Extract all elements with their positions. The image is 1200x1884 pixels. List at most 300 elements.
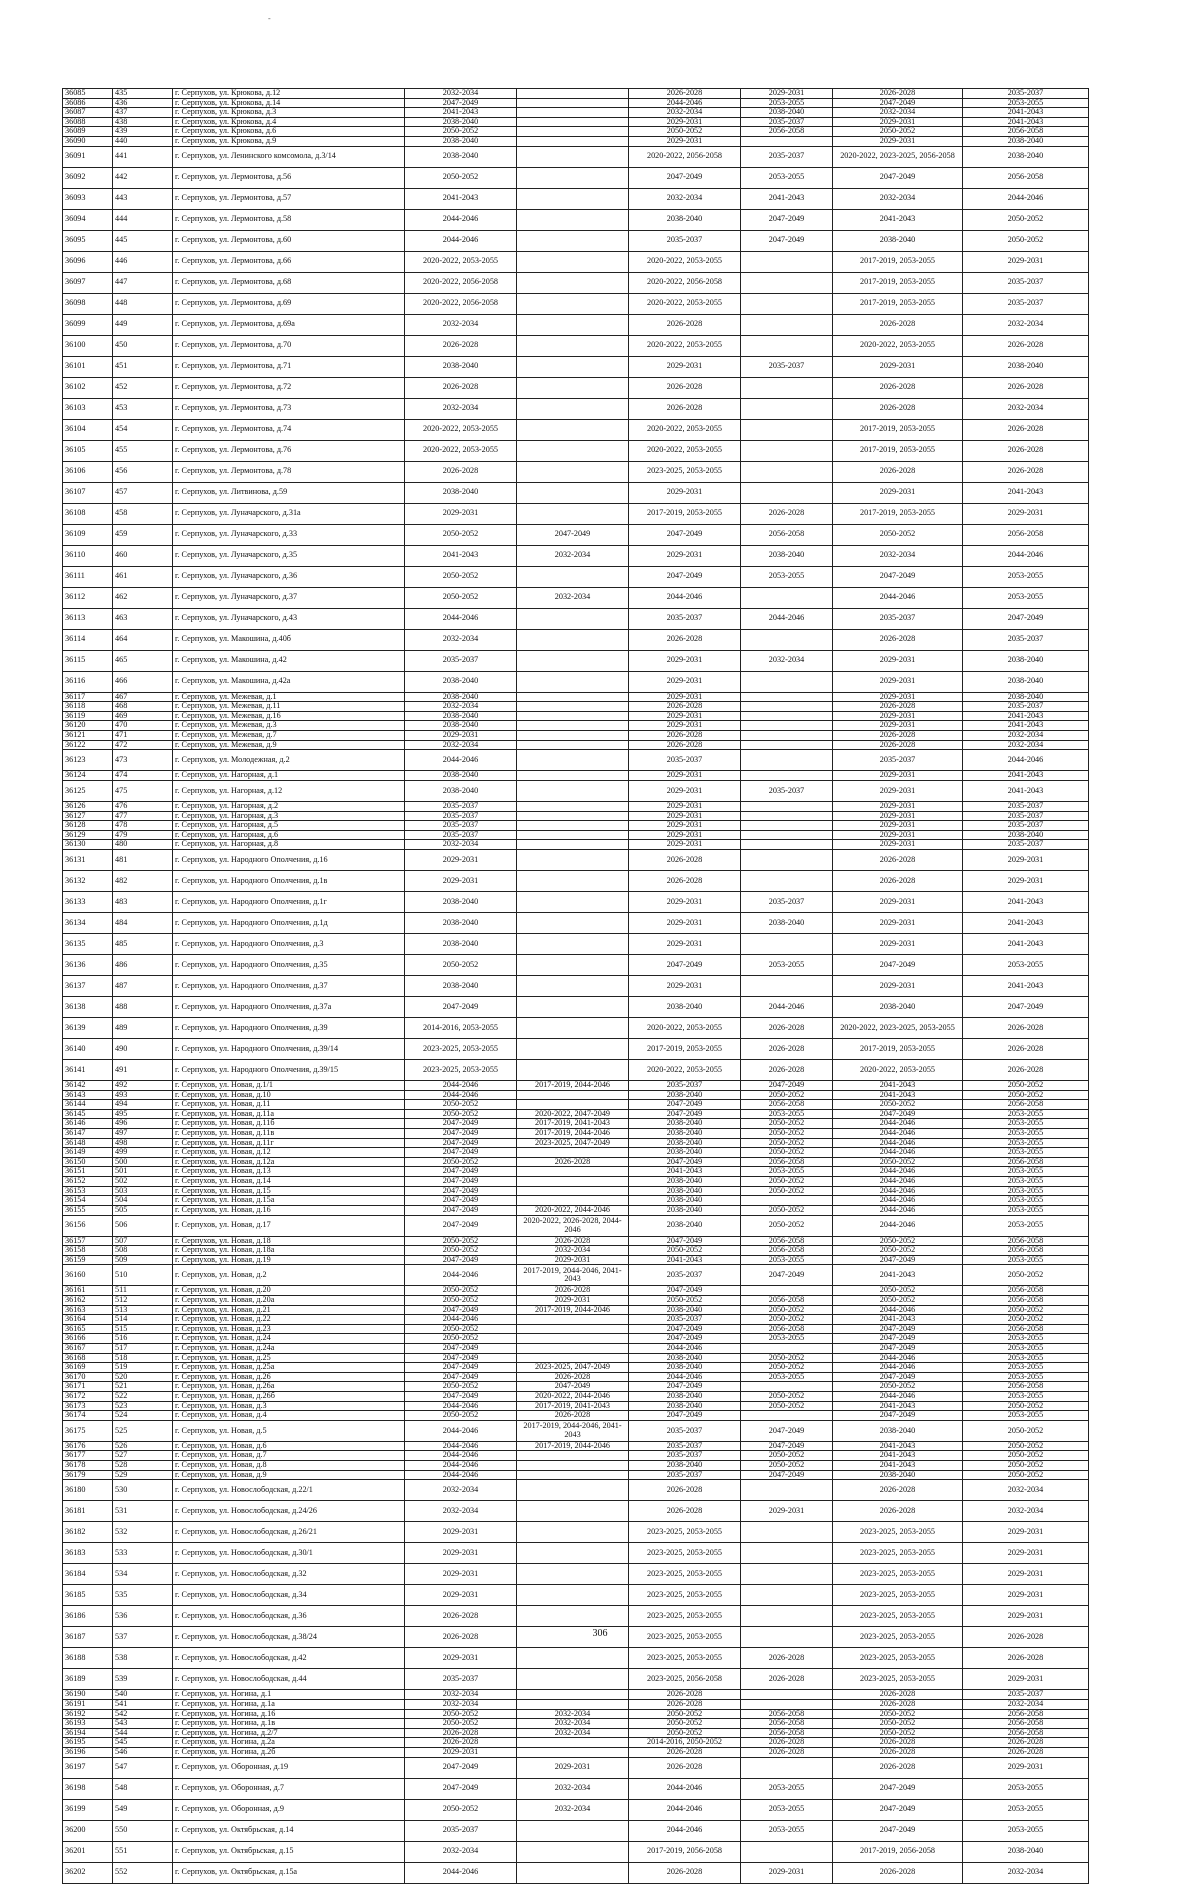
period-cell-6: 2050-2052 [963, 1441, 1089, 1451]
row-number-cell: 499 [113, 1148, 173, 1158]
row-number-cell: 536 [113, 1606, 173, 1627]
table-row [63, 1585, 1089, 1606]
address-cell: г. Серпухов, ул. Лермонтова, д.60 [173, 230, 405, 251]
period-cell-3: 2035-2037 [629, 1080, 741, 1090]
row-id-cell: 36135 [63, 933, 113, 954]
table-row [63, 1167, 1089, 1177]
row-number-cell: 467 [113, 692, 173, 702]
address-cell: г. Серпухов, ул. Лермонтова, д.78 [173, 461, 405, 482]
period-cell-3: 2038-2040 [629, 1148, 741, 1158]
period-cell-4 [741, 1585, 833, 1606]
period-cell-5: 2026-2028 [833, 1699, 963, 1709]
table-row [63, 1648, 1089, 1669]
period-cell-4: 2053-2055 [741, 1799, 833, 1820]
period-cell-4 [741, 1564, 833, 1585]
period-cell-6: 2041-2043 [963, 933, 1089, 954]
period-cell-3: 2029-2031 [629, 650, 741, 671]
period-cell-3: 2035-2037 [629, 1265, 741, 1286]
period-cell-2 [517, 1324, 629, 1334]
period-cell-5: 2050-2052 [833, 1157, 963, 1167]
period-cell-4: 2050-2052 [741, 1119, 833, 1129]
table-row [63, 335, 1089, 356]
row-id-cell: 36151 [63, 1167, 113, 1177]
period-cell-6: 2026-2028 [963, 1017, 1089, 1038]
period-cell-2: 2023-2025, 2047-2049 [517, 1363, 629, 1373]
period-cell-4: 2050-2052 [741, 1451, 833, 1461]
table-row [63, 251, 1089, 272]
period-cell-1: 2026-2028 [405, 377, 517, 398]
row-id-cell: 36186 [63, 1606, 113, 1627]
address-cell: г. Серпухов, ул. Новая, д.12а [173, 1157, 405, 1167]
table-row [63, 1757, 1089, 1778]
address-cell: г. Серпухов, ул. Новая, д.19 [173, 1255, 405, 1265]
period-cell-3: 2041-2043 [629, 1167, 741, 1177]
table-row [63, 566, 1089, 587]
table-row [63, 870, 1089, 891]
row-id-cell: 36146 [63, 1119, 113, 1129]
period-cell-2 [517, 272, 629, 293]
period-cell-2 [517, 137, 629, 147]
row-number-cell: 487 [113, 975, 173, 996]
period-cell-4: 2044-2046 [741, 608, 833, 629]
row-number-cell: 443 [113, 188, 173, 209]
table-row [63, 1090, 1089, 1100]
period-cell-3: 2026-2028 [629, 1480, 741, 1501]
row-number-cell: 507 [113, 1236, 173, 1246]
row-number-cell: 482 [113, 870, 173, 891]
address-cell: г. Серпухов, ул. Луначарского, д.33 [173, 524, 405, 545]
address-cell: г. Серпухов, ул. Новая, д.3 [173, 1401, 405, 1411]
period-cell-4 [741, 251, 833, 272]
table-row [63, 1699, 1089, 1709]
row-number-cell: 475 [113, 780, 173, 801]
period-cell-4 [741, 830, 833, 840]
period-cell-5: 2047-2049 [833, 1343, 963, 1353]
address-cell: г. Серпухов, ул. Оборонная, д.19 [173, 1757, 405, 1778]
row-id-cell: 36127 [63, 811, 113, 821]
period-cell-3: 2044-2046 [629, 1820, 741, 1841]
period-cell-3: 2023-2025, 2053-2055 [629, 1606, 741, 1627]
period-cell-6: 2032-2034 [963, 731, 1089, 741]
period-cell-1: 2038-2040 [405, 482, 517, 503]
period-cell-4: 2056-2058 [741, 127, 833, 137]
table-row [63, 545, 1089, 566]
address-cell: г. Серпухов, ул. Октябрьская, д.15а [173, 1862, 405, 1883]
row-number-cell: 445 [113, 230, 173, 251]
period-cell-5: 2032-2034 [833, 108, 963, 118]
table-row [63, 821, 1089, 831]
row-id-cell: 36164 [63, 1315, 113, 1325]
address-cell: г. Серпухов, ул. Ногина, д.1 [173, 1690, 405, 1700]
address-cell: г. Серпухов, ул. Новая, д.2 [173, 1265, 405, 1286]
table-row [63, 1820, 1089, 1841]
row-number-cell: 535 [113, 1585, 173, 1606]
period-cell-2 [517, 870, 629, 891]
period-cell-2 [517, 1501, 629, 1522]
period-cell-2 [517, 398, 629, 419]
row-id-cell: 36116 [63, 671, 113, 692]
row-id-cell: 36128 [63, 821, 113, 831]
period-cell-4 [741, 1343, 833, 1353]
row-number-cell: 451 [113, 356, 173, 377]
period-cell-4: 2050-2052 [741, 1401, 833, 1411]
period-cell-2 [517, 356, 629, 377]
period-cell-1: 2047-2049 [405, 1215, 517, 1236]
period-cell-4 [741, 1286, 833, 1296]
period-cell-4 [741, 1411, 833, 1421]
period-cell-5: 2032-2034 [833, 545, 963, 566]
period-cell-2 [517, 108, 629, 118]
table-row [63, 127, 1089, 137]
row-number-cell: 514 [113, 1315, 173, 1325]
period-cell-3: 2035-2037 [629, 1315, 741, 1325]
address-cell: г. Серпухов, ул. Новая, д.11 [173, 1100, 405, 1110]
table-row [63, 811, 1089, 821]
period-cell-3: 2038-2040 [629, 1401, 741, 1411]
period-cell-4 [741, 692, 833, 702]
row-id-cell: 36198 [63, 1778, 113, 1799]
period-cell-3: 2029-2031 [629, 482, 741, 503]
period-cell-4 [741, 335, 833, 356]
row-id-cell: 36115 [63, 650, 113, 671]
period-cell-2: 2032-2034 [517, 1778, 629, 1799]
period-cell-4 [741, 771, 833, 781]
address-cell: г. Серпухов, ул. Лермонтова, д.74 [173, 419, 405, 440]
period-cell-6: 2038-2040 [963, 1841, 1089, 1862]
period-cell-3: 2020-2022, 2053-2055 [629, 251, 741, 272]
address-cell: г. Серпухов, ул. Ногина, д.1а [173, 1699, 405, 1709]
table-row [63, 1119, 1089, 1129]
period-cell-2 [517, 98, 629, 108]
period-cell-4: 2053-2055 [741, 1778, 833, 1799]
period-cell-1: 2035-2037 [405, 811, 517, 821]
address-cell: г. Серпухов, ул. Новая, д.13 [173, 1167, 405, 1177]
row-id-cell: 36184 [63, 1564, 113, 1585]
period-cell-5: 2041-2043 [833, 1080, 963, 1090]
period-cell-1: 2038-2040 [405, 117, 517, 127]
table-row [63, 356, 1089, 377]
address-cell: г. Серпухов, ул. Народного Ополчения, д.39/15 [173, 1059, 405, 1080]
row-number-cell: 481 [113, 849, 173, 870]
period-cell-6: 2053-2055 [963, 1392, 1089, 1402]
table-row [63, 1441, 1089, 1451]
row-id-cell: 36144 [63, 1100, 113, 1110]
period-cell-1: 2035-2037 [405, 650, 517, 671]
period-cell-5: 2041-2043 [833, 1265, 963, 1286]
period-cell-3: 2026-2028 [629, 398, 741, 419]
period-cell-1: 2038-2040 [405, 671, 517, 692]
row-id-cell: 36139 [63, 1017, 113, 1038]
row-number-cell: 526 [113, 1441, 173, 1451]
period-cell-2 [517, 711, 629, 721]
row-id-cell: 36195 [63, 1738, 113, 1748]
row-id-cell: 36167 [63, 1343, 113, 1353]
row-number-cell: 440 [113, 137, 173, 147]
period-cell-5: 2026-2028 [833, 314, 963, 335]
address-cell: г. Серпухов, ул. Народного Ополчения, д.3 [173, 933, 405, 954]
row-id-cell: 36163 [63, 1305, 113, 1315]
period-cell-6: 2041-2043 [963, 482, 1089, 503]
period-cell-4 [741, 870, 833, 891]
period-cell-5: 2029-2031 [833, 891, 963, 912]
table-row [63, 1480, 1089, 1501]
period-cell-4: 2050-2052 [741, 1205, 833, 1215]
period-cell-6: 2053-2055 [963, 1363, 1089, 1373]
period-cell-1: 2047-2049 [405, 1205, 517, 1215]
row-id-cell: 36175 [63, 1420, 113, 1441]
period-cell-4: 2047-2049 [741, 1080, 833, 1090]
period-cell-6: 2053-2055 [963, 1215, 1089, 1236]
row-id-cell: 36086 [63, 98, 113, 108]
period-cell-6: 2056-2058 [963, 1246, 1089, 1256]
period-cell-4 [741, 721, 833, 731]
address-cell: г. Серпухов, ул. Новая, д.11в [173, 1129, 405, 1139]
period-cell-5: 2017-2019, 2053-2055 [833, 251, 963, 272]
page-number: 306 [592, 1628, 608, 1639]
period-cell-6: 2041-2043 [963, 108, 1089, 118]
period-cell-1: 2029-2031 [405, 1585, 517, 1606]
address-cell: г. Серпухов, ул. Межевая, д.9 [173, 740, 405, 750]
period-cell-1: 2038-2040 [405, 711, 517, 721]
address-cell: г. Серпухов, ул. Новослободская, д.42 [173, 1648, 405, 1669]
period-cell-1: 2020-2022, 2053-2055 [405, 440, 517, 461]
period-cell-1: 2020-2022, 2056-2058 [405, 272, 517, 293]
table-row [63, 1138, 1089, 1148]
period-cell-2: 2026-2028 [517, 1372, 629, 1382]
period-cell-2: 2026-2028 [517, 1286, 629, 1296]
period-cell-5: 2041-2043 [833, 1401, 963, 1411]
row-number-cell: 437 [113, 108, 173, 118]
row-id-cell: 36107 [63, 482, 113, 503]
row-id-cell: 36160 [63, 1265, 113, 1286]
period-cell-6: 2035-2037 [963, 821, 1089, 831]
period-cell-5: 2017-2019, 2056-2058 [833, 1841, 963, 1862]
period-cell-2: 2020-2022, 2026-2028, 2044-2046 [517, 1215, 629, 1236]
period-cell-5: 2050-2052 [833, 1382, 963, 1392]
period-cell-3: 2038-2040 [629, 1461, 741, 1471]
period-cell-5: 2050-2052 [833, 1246, 963, 1256]
period-cell-6: 2053-2055 [963, 1109, 1089, 1119]
period-cell-4: 2050-2052 [741, 1138, 833, 1148]
row-number-cell: 442 [113, 167, 173, 188]
address-cell: г. Серпухов, ул. Макошина, д.42 [173, 650, 405, 671]
top-mark: - [268, 14, 271, 23]
period-cell-2: 2017-2019, 2041-2043 [517, 1119, 629, 1129]
table-row [63, 1709, 1089, 1719]
period-cell-6: 2053-2055 [963, 1167, 1089, 1177]
address-cell: г. Серпухов, ул. Новая, д.26б [173, 1392, 405, 1402]
period-cell-3: 2017-2019, 2053-2055 [629, 1038, 741, 1059]
address-cell: г. Серпухов, ул. Новослободская, д.26/21 [173, 1522, 405, 1543]
period-cell-5: 2041-2043 [833, 1315, 963, 1325]
period-cell-5: 2044-2046 [833, 1138, 963, 1148]
table-row [63, 1343, 1089, 1353]
period-cell-3: 2029-2031 [629, 692, 741, 702]
period-cell-1: 2050-2052 [405, 1109, 517, 1119]
period-cell-6: 2038-2040 [963, 146, 1089, 167]
period-cell-2: 2029-2031 [517, 1757, 629, 1778]
period-cell-3: 2038-2040 [629, 1363, 741, 1373]
table-row [63, 482, 1089, 503]
period-cell-3: 2044-2046 [629, 1372, 741, 1382]
row-number-cell: 532 [113, 1522, 173, 1543]
period-cell-3: 2032-2034 [629, 188, 741, 209]
period-cell-6: 2026-2028 [963, 1747, 1089, 1757]
row-id-cell: 36179 [63, 1470, 113, 1480]
period-cell-4: 2035-2037 [741, 117, 833, 127]
address-cell: г. Серпухов, ул. Ногина, д.2б [173, 1747, 405, 1757]
period-cell-4: 2035-2037 [741, 146, 833, 167]
period-cell-1: 2050-2052 [405, 1324, 517, 1334]
period-cell-6: 2050-2052 [963, 1265, 1089, 1286]
address-cell: г. Серпухов, ул. Макошина, д.40б [173, 629, 405, 650]
address-cell: г. Серпухов, ул. Лермонтова, д.73 [173, 398, 405, 419]
period-cell-2 [517, 1543, 629, 1564]
period-cell-4 [741, 629, 833, 650]
period-cell-6: 2053-2055 [963, 587, 1089, 608]
period-cell-1: 2050-2052 [405, 1411, 517, 1421]
period-cell-3: 2038-2040 [629, 1353, 741, 1363]
period-cell-1: 2047-2049 [405, 1778, 517, 1799]
period-cell-2 [517, 1606, 629, 1627]
period-cell-1: 2047-2049 [405, 1119, 517, 1129]
table-row [63, 1080, 1089, 1090]
row-number-cell: 462 [113, 587, 173, 608]
row-number-cell: 449 [113, 314, 173, 335]
table-row [63, 1522, 1089, 1543]
period-cell-1: 2026-2028 [405, 1728, 517, 1738]
period-cell-5: 2029-2031 [833, 692, 963, 702]
row-id-cell: 36096 [63, 251, 113, 272]
address-cell: г. Серпухов, ул. Новая, д.12 [173, 1148, 405, 1158]
period-cell-4 [741, 811, 833, 821]
row-number-cell: 510 [113, 1265, 173, 1286]
period-cell-6: 2035-2037 [963, 89, 1089, 99]
row-id-cell: 36148 [63, 1138, 113, 1148]
period-cell-3: 2023-2025, 2053-2055 [629, 1585, 741, 1606]
period-cell-2: 2047-2049 [517, 524, 629, 545]
row-number-cell: 530 [113, 1480, 173, 1501]
row-number-cell: 543 [113, 1719, 173, 1729]
period-cell-2: 2032-2034 [517, 587, 629, 608]
row-number-cell: 441 [113, 146, 173, 167]
period-cell-2 [517, 440, 629, 461]
address-cell: г. Серпухов, ул. Новая, д.8 [173, 1461, 405, 1471]
period-cell-3: 2050-2052 [629, 1295, 741, 1305]
row-id-cell: 36159 [63, 1255, 113, 1265]
address-cell: г. Серпухов, ул. Новая, д.10 [173, 1090, 405, 1100]
period-cell-5: 2023-2025, 2053-2055 [833, 1543, 963, 1564]
period-cell-4 [741, 137, 833, 147]
table-row [63, 1157, 1089, 1167]
row-number-cell: 531 [113, 1501, 173, 1522]
address-cell: г. Серпухов, ул. Молодежная, д.2 [173, 750, 405, 771]
period-cell-1: 2044-2046 [405, 1265, 517, 1286]
row-id-cell: 36166 [63, 1334, 113, 1344]
period-cell-6: 2032-2034 [963, 314, 1089, 335]
address-cell: г. Серпухов, ул. Новая, д.26 [173, 1372, 405, 1382]
row-id-cell: 36119 [63, 711, 113, 721]
period-cell-3: 2038-2040 [629, 1090, 741, 1100]
period-cell-1: 2047-2049 [405, 1129, 517, 1139]
row-id-cell: 36111 [63, 566, 113, 587]
row-id-cell: 36133 [63, 891, 113, 912]
row-number-cell: 446 [113, 251, 173, 272]
period-cell-6: 2050-2052 [963, 209, 1089, 230]
period-cell-4 [741, 702, 833, 712]
period-cell-3: 2020-2022, 2053-2055 [629, 419, 741, 440]
period-cell-1: 2038-2040 [405, 780, 517, 801]
period-cell-4 [741, 1543, 833, 1564]
table-row [63, 1286, 1089, 1296]
period-cell-2 [517, 811, 629, 821]
address-cell: г. Серпухов, ул. Новая, д.17 [173, 1215, 405, 1236]
period-cell-6: 2026-2028 [963, 377, 1089, 398]
row-id-cell: 36113 [63, 608, 113, 629]
period-cell-3: 2029-2031 [629, 821, 741, 831]
period-cell-2 [517, 461, 629, 482]
period-cell-1: 2032-2034 [405, 702, 517, 712]
row-id-cell: 36130 [63, 840, 113, 850]
period-cell-4 [741, 419, 833, 440]
period-cell-5: 2044-2046 [833, 1167, 963, 1177]
row-id-cell: 36172 [63, 1392, 113, 1402]
period-cell-6: 2029-2031 [963, 503, 1089, 524]
period-cell-3: 2050-2052 [629, 1246, 741, 1256]
period-cell-1: 2050-2052 [405, 1334, 517, 1344]
period-cell-1: 2038-2040 [405, 912, 517, 933]
row-number-cell: 546 [113, 1747, 173, 1757]
period-cell-6: 2035-2037 [963, 1690, 1089, 1700]
period-cell-1: 2047-2049 [405, 1186, 517, 1196]
table-row [63, 731, 1089, 741]
period-cell-2 [517, 996, 629, 1017]
row-id-cell: 36125 [63, 780, 113, 801]
period-cell-3: 2038-2040 [629, 1205, 741, 1215]
schedule-table [62, 88, 1089, 1884]
row-number-cell: 464 [113, 629, 173, 650]
period-cell-3: 2029-2031 [629, 356, 741, 377]
period-cell-6: 2029-2031 [963, 849, 1089, 870]
period-cell-1: 2035-2037 [405, 830, 517, 840]
address-cell: г. Серпухов, ул. Нагорная, д.12 [173, 780, 405, 801]
period-cell-2 [517, 1690, 629, 1700]
period-cell-4: 2026-2028 [741, 503, 833, 524]
address-cell: г. Серпухов, ул. Ленинского комсомола, д.3/14 [173, 146, 405, 167]
period-cell-4 [741, 1690, 833, 1700]
period-cell-3: 2047-2049 [629, 167, 741, 188]
period-cell-4 [741, 272, 833, 293]
period-cell-3: 2038-2040 [629, 1138, 741, 1148]
period-cell-5: 2026-2028 [833, 1738, 963, 1748]
row-number-cell: 520 [113, 1372, 173, 1382]
address-cell: г. Серпухов, ул. Новая, д.5 [173, 1420, 405, 1441]
row-id-cell: 36098 [63, 293, 113, 314]
row-number-cell: 447 [113, 272, 173, 293]
row-number-cell: 474 [113, 771, 173, 781]
period-cell-2 [517, 933, 629, 954]
period-cell-6: 2026-2028 [963, 1738, 1089, 1748]
period-cell-2: 2032-2034 [517, 1799, 629, 1820]
row-id-cell: 36197 [63, 1757, 113, 1778]
period-cell-1: 2038-2040 [405, 692, 517, 702]
address-cell: г. Серпухов, ул. Новая, д.7 [173, 1451, 405, 1461]
table-row [63, 1690, 1089, 1700]
period-cell-6: 2026-2028 [963, 440, 1089, 461]
period-cell-6: 2026-2028 [963, 419, 1089, 440]
period-cell-4: 2047-2049 [741, 209, 833, 230]
table-row [63, 377, 1089, 398]
